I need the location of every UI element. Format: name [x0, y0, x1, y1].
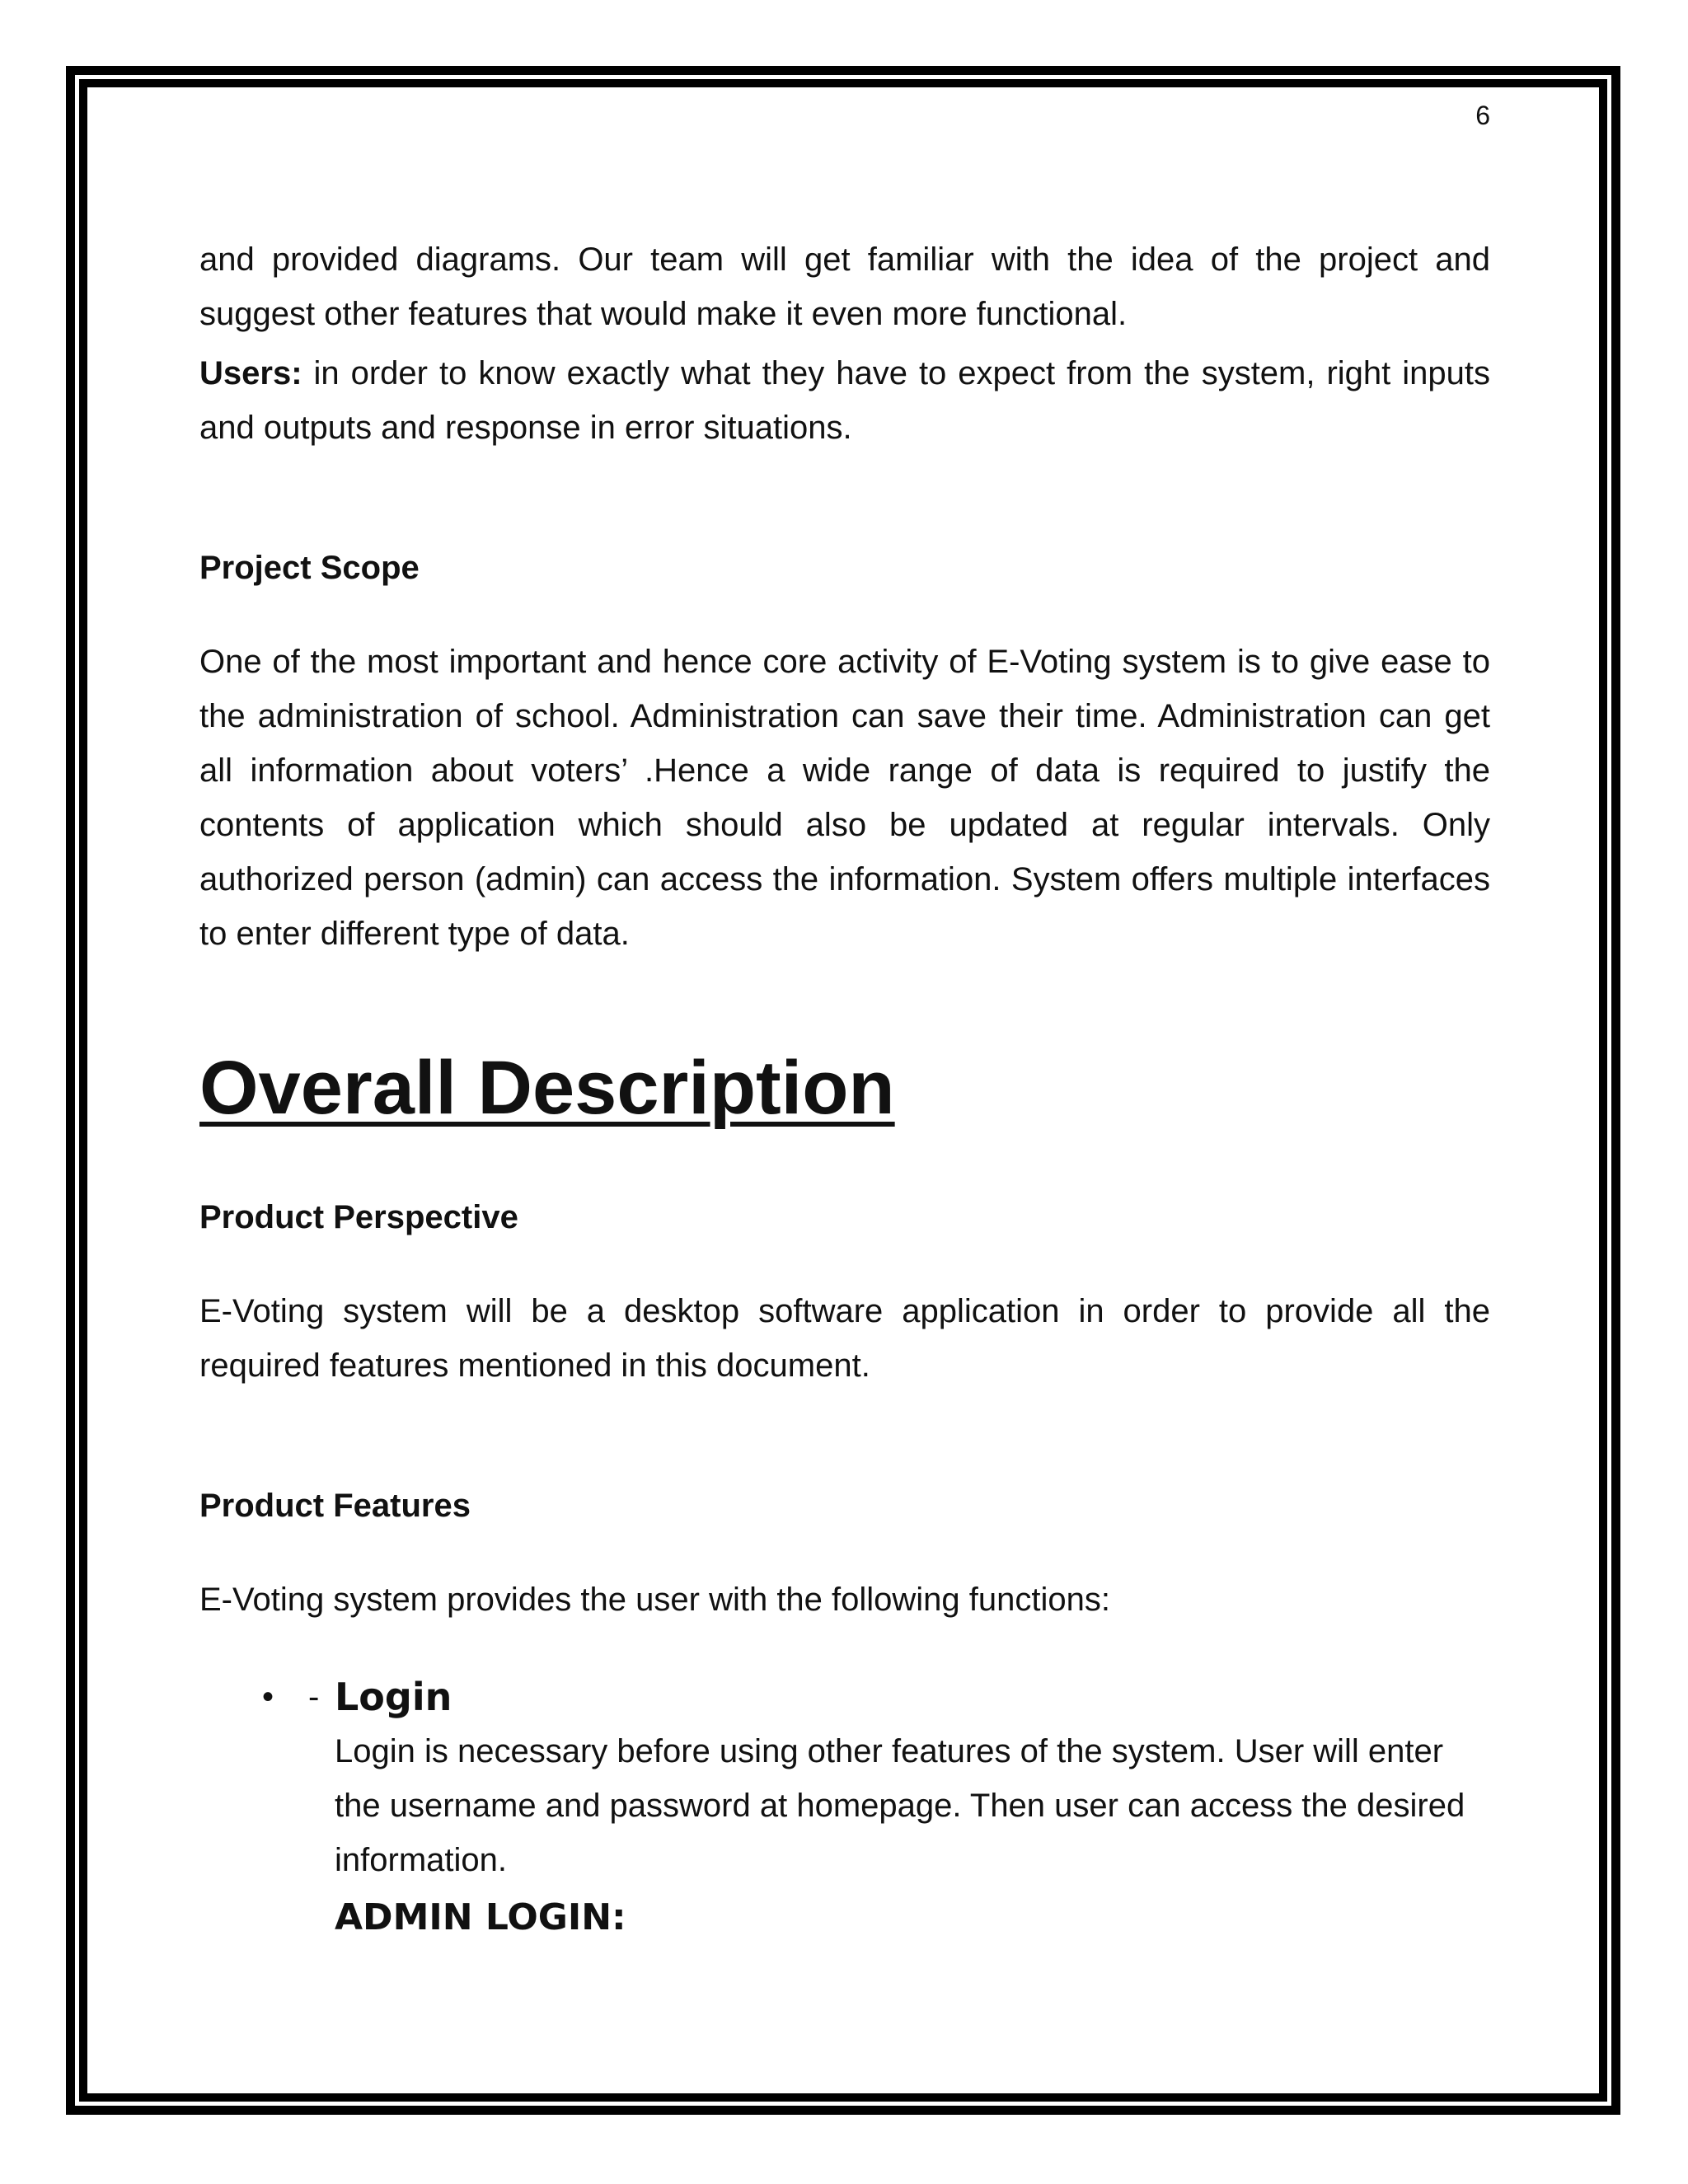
product-features-intro: E-Voting system provides the user with the following functions:: [199, 1582, 1110, 1618]
intro-paragraph: and provided diagrams. Our team will get familiar with the idea of the project and suggest other features that would make it even more functional.: [199, 241, 1490, 332]
product-perspective-heading: Product Perspective: [199, 1199, 518, 1235]
users-paragraph: [199, 346, 1490, 455]
document-body: [199, 232, 1490, 1948]
admin-login-heading: ADMIN LOGIN:: [335, 1896, 626, 1938]
overall-description-title: Overall Description: [199, 1046, 895, 1130]
list-item: [199, 1670, 1490, 1948]
project-scope-heading: Project Scope: [199, 550, 420, 586]
product-perspective-text: E-Voting system will be a desktop software application in order to provide all the required features mentioned in this document.: [199, 1293, 1490, 1384]
users-text: in order to know exactly what they have to expect from the system, right inputs and outputs and response in error situations.: [199, 355, 1490, 446]
page-number: 6: [1475, 101, 1490, 130]
dash-marker: -: [308, 1679, 320, 1715]
feature-text-login: Login is necessary before using other features of the system. User will enter the username and password at homepage. Then user can access the desired information.: [335, 1733, 1465, 1878]
product-features-heading: Product Features: [199, 1488, 471, 1524]
users-label: Users:: [199, 355, 302, 391]
bullet-icon: •: [262, 1679, 274, 1715]
project-scope-text: One of the most important and hence core activity of E-Voting system is to give ease to the administration of school. Administration can save their time. Administration can get all information about voters’ .Hence a wide range of data is required to justify the contents of application which should also be updated at regular intervals. Only authorized person (admin) can access the information. System offers multiple interfaces to enter different type of data.: [199, 644, 1490, 952]
feature-list: [199, 1670, 1490, 1948]
feature-title-login: Login: [335, 1675, 452, 1719]
